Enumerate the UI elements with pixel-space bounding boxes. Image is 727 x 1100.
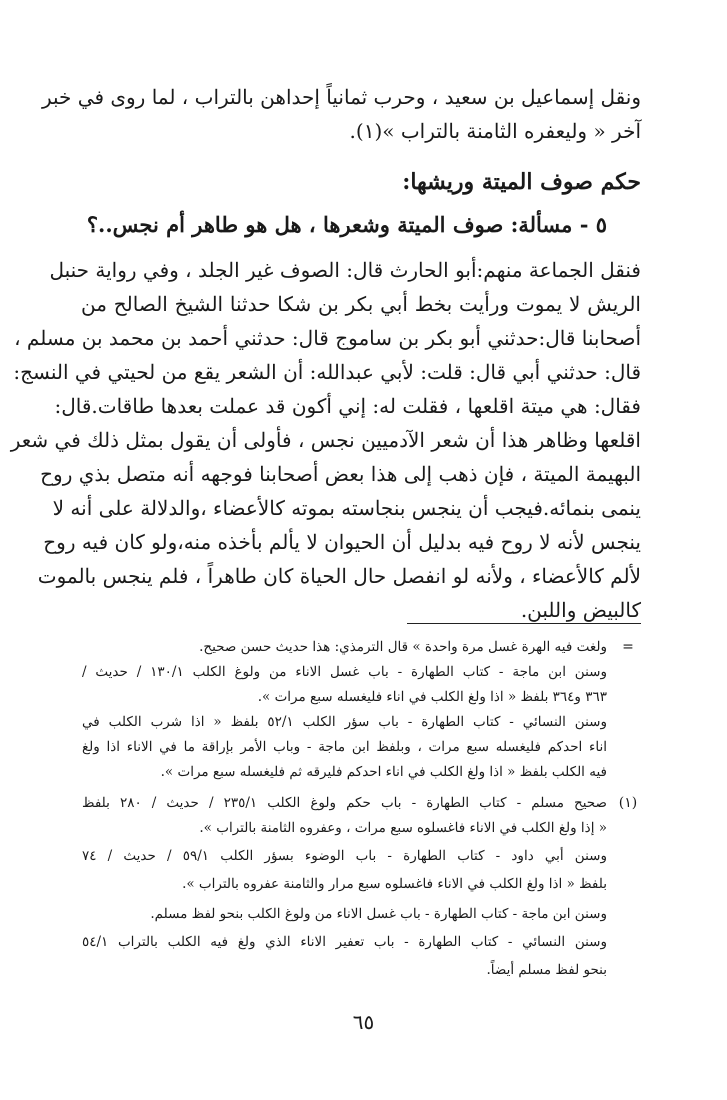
page-number: ٦٥ <box>352 1010 375 1034</box>
footnote-line: « إذا ولغ الكلب في الاناء فاغسلوه سبع مرات ، وعفروه الثامنة بالتراب ». <box>199 820 607 836</box>
body-line: الريش لا يموت ورأيت بخط أبي بكر بن شكا حدثنا الشيخ الصالح من <box>81 292 641 316</box>
footnote-line: فيه الكلب بلفظ « اذا ولغ الكلب في اناء احدكم فليرقه ثم فليغسله سبع مرات ». <box>160 764 607 780</box>
body-line: ونقل إسماعيل بن سعيد ، وحرب ثمانياً إحداهن بالتراب ، لما روى في خبر <box>41 85 641 109</box>
body-line: البهيمة الميتة ، فإن ذهب إلى هذا بعض أصحابنا فوجهه أنه متصل بذي روح <box>40 462 641 486</box>
question-line: ٥ - مسألة: صوف الميتة وشعرها ، هل هو طاهر أم نجس..؟ <box>86 212 607 237</box>
footnote-line: ٣٦٣ و٣٦٤ بلفظ « اذا ولغ الكلب في اناء فليغسله سبع مرات ». <box>257 689 607 705</box>
footnote-line: بنحو لفظ مسلم أيضاً. <box>486 962 607 978</box>
body-line: فنقل الجماعة منهم:أبو الحارث قال: الصوف غير الجلد ، وفي رواية حنبل <box>49 258 641 282</box>
footnote-separator <box>407 623 641 624</box>
footnote-line: وسنن ابن ماجة - كتاب الطهارة - باب غسل الاناء من ولوغ الكلب ١٣٠/١ / حديث / <box>82 664 607 680</box>
body-line: لألم كالأعضاء ، ولأنه لو انفصل حال الحياة كان طاهراً ، فلم ينجس بالموت <box>37 564 641 588</box>
footnote-number: (١) <box>618 795 638 811</box>
footnote-line: بلفظ « اذا ولغ الكلب في الاناء فاغسلوه سبع مرار والثامنة عفروه بالتراب ». <box>182 876 607 892</box>
footnote-line: ولغت فيه الهرة غسل مرة واحدة » قال الترمذي: هذا حديث حسن صحيح. <box>199 639 607 655</box>
body-line: فقال: هي ميتة اقلعها ، فقلت له: إني أكون قد عملت بعدها طاقات.قال: <box>54 394 641 418</box>
body-line: اقلعها وظاهر هذا أن شعر الآدميين نجس ، فأولى أن يقول بمثل ذلك في شعر <box>10 428 641 452</box>
footnote-line: اناء احدكم فليغسله سبع مرات ، وبلفظ ابن ماجة - وباب الأمر بإراقة ما في الاناء اذا ولغ <box>82 739 607 755</box>
body-line: ينمى بنمائه.فيجب أن ينجس بنجاسته بموته كالأعضاء ،والدلالة على أنه لا <box>52 496 641 520</box>
footnote-line: وسنن النسائي - كتاب الطهارة - باب تعفير الاناء الذي ولغ فيه الكلب بالتراب ٥٤/١ <box>82 934 607 950</box>
footnote-line: وسنن ابن ماجة - كتاب الطهارة - باب غسل الاناء من ولوغ الكلب بنحو لفظ مسلم. <box>150 906 607 922</box>
body-line: قال: حدثني أبي قال: قلت: لأبي عبدالله: أن الشعر يقع من لحيتي في النسج: <box>13 360 641 384</box>
footnote-line: وسنن أبي داود - كتاب الطهارة - باب الوضوء بسؤر الكلب ٥٩/١ / حديث / ٧٤ <box>82 848 607 864</box>
body-line: أصحابنا قال:حدثني أبو بكر بن ساموج قال: حدثني أحمد بن محمد بن مسلم ، <box>14 326 641 350</box>
body-line: كالبيض واللبن. <box>520 598 641 622</box>
footnote-line: وسنن النسائي - كتاب الطهارة - باب سؤر الكلب ٥٢/١ بلفظ « اذا شرب الكلب في <box>82 714 607 730</box>
footnote-line: صحيح مسلم - كتاب الطهارة - باب حكم ولوغ الكلب ٢٣٥/١ / حديث / ٢٨٠ بلفظ <box>82 795 607 811</box>
body-line: ينجس لأنه لا روح فيه بدليل أن الحيوان لا يألم بأخذه منه،ولو كان فيه روح <box>43 530 641 554</box>
section-heading: حكم صوف الميتة وريشها: <box>402 169 641 195</box>
body-line: آخر « وليعفره الثامنة بالتراب »(١). <box>349 119 641 143</box>
footnote-continuation-marker: = <box>622 639 634 655</box>
